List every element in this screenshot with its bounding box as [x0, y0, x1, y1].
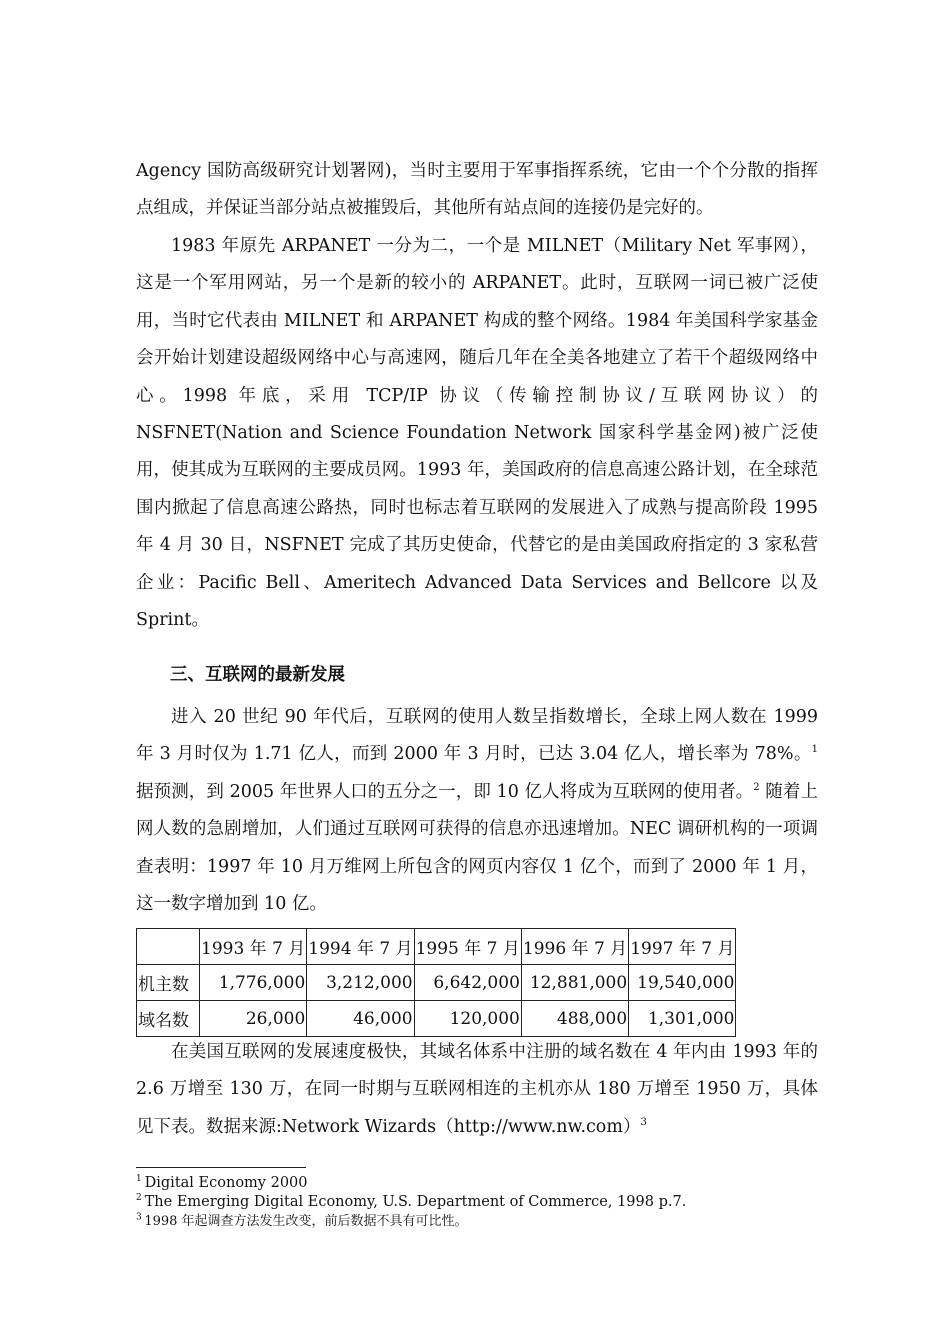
growth-text-part1: 进入 20 世纪 90 年代后，互联网的使用人数呈指数增长，全球上网人数在 1999 年 3 月时仅为 1.71 亿人，而到 2000 年 3 月时，已达 3.04 亿人，增长率为 78%。 [136, 707, 818, 765]
table-cell: 6,642,000 [414, 965, 521, 1001]
footnote-mark: 2 [136, 1193, 142, 1204]
paragraph-us-domains [136, 1034, 818, 1146]
footnote-mark: 1 [136, 1174, 142, 1185]
paragraph-internet-growth [136, 699, 818, 923]
footnote-text: Digital Economy 2000 [144, 1175, 308, 1191]
table-header-row [137, 929, 736, 965]
us-domains-text: 在美国互联网的发展速度极快，其域名体系中注册的域名数在 4 年内由 1993 年的 2.6 万增至 130 万，在同一时期与互联网相连的主机亦从 180 万增至 1950 万，具体见下表。数据来源:Network Wizards（http://www.nw.com） [136, 1042, 818, 1137]
table-corner-cell [137, 929, 200, 965]
footnote-divider [136, 1167, 306, 1168]
table-cell: 46,000 [307, 1001, 414, 1037]
growth-text-part2: 据预测，到 2005 年世界人口的五分之一，即 10 亿人将成为互联网的使用者。 [136, 781, 754, 802]
footnote-2 [136, 1193, 836, 1212]
table-header-cell: 1997 年 7 月 [629, 929, 736, 965]
footnote-ref-2[interactable]: 2 [753, 781, 760, 793]
footnote-ref-1[interactable]: 1 [811, 744, 818, 756]
table-header-cell: 1993 年 7 月 [200, 929, 307, 965]
footnote-text: 1998 年起调查方法发生改变，前后数据不具有可比性。 [144, 1214, 468, 1229]
section-heading: 三、互联网的最新发展 [170, 665, 345, 685]
table-cell: 120,000 [414, 1001, 521, 1037]
table-cell: 3,212,000 [307, 965, 414, 1001]
table-cell: 26,000 [200, 1001, 307, 1037]
paragraph-internet-history: 1983 年原先 ARPANET 一分为二，一个是 MILNET（Military Net 军事网），这是一个军用网站，另一个是新的较小的 ARPANET。此时，互联网一词已被广泛使用，当时它代表由 MILNET 和 ARPANET 构成的整个网络。1984 年美国科学家基金会开始计划建设超级网络中心与高速网，随后几年在全美各地建立了若干个超级网络中心。1998 年底，采用 TCP/IP 协议（传输控制协议/互联网协议）的 NSFNET(Nation and Science Foundation Network 国家科学基金网)被广泛使用，使其成为互联网的主要成员网。1993 年，美国政府的信息高速公路计划，在全球范围内掀起了信息高速公路热，同时也标志着互联网的发展进入了成熟与提高阶段 1995 年 4 月 30 日，NSFNET 完成了其历史使命，代替它的是由美国政府指定的 3 家私营企业：Pacific Bell、Ameritech Advanced Data Services and Bellcore 以及 Sprint。 [136, 236, 818, 631]
table-header-cell: 1994 年 7 月 [307, 929, 414, 965]
row-label-domains: 域名数 [137, 1001, 200, 1037]
table-cell: 1,776,000 [200, 965, 307, 1001]
footnote-3 [136, 1212, 836, 1231]
table-cell: 19,540,000 [629, 965, 736, 1001]
footnote-ref-3[interactable]: 3 [640, 1116, 647, 1128]
table-cell: 488,000 [521, 1001, 628, 1037]
table-header-cell: 1995 年 7 月 [414, 929, 521, 965]
table-header-cell: 1996 年 7 月 [521, 929, 628, 965]
footnote-1 [136, 1174, 836, 1193]
footnotes [136, 1174, 836, 1231]
table-cell: 12,881,000 [521, 965, 628, 1001]
table-row [137, 965, 736, 1001]
table-row [137, 1001, 736, 1037]
hosts-domains-table [136, 928, 736, 1037]
growth-text-part3: 随着上网人数的急剧增加，人们通过互联网可获得的信息亦迅速增加。NEC 调研机构的一项调查表明：1997 年 10 月万维网上所包含的网页内容仅 1 亿个，而到了 2000 年 1 月，这一数字增加到 10 亿。 [136, 781, 818, 915]
footnote-mark: 3 [136, 1212, 142, 1223]
paragraph-arpanet-origin: Agency 国防高级研究计划署网)，当时主要用于军事指挥系统，它由一个个分散的指挥点组成，并保证当部分站点被摧毁后，其他所有站点间的连接仍是完好的。 [136, 161, 818, 219]
row-label-hosts: 机主数 [137, 965, 200, 1001]
table-cell: 1,301,000 [629, 1001, 736, 1037]
footnote-text: The Emerging Digital Economy, U.S. Department of Commerce, 1998 p.7. [144, 1194, 687, 1210]
